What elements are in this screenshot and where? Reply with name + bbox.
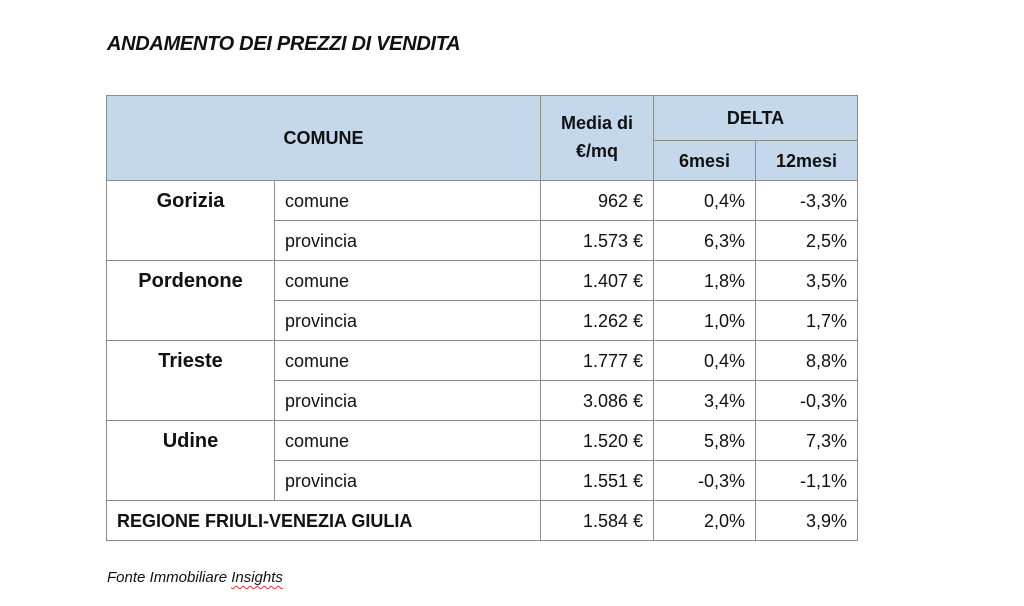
page-title: ANDAMENTO DEI PREZZI DI VENDITA	[107, 33, 461, 55]
source-note	[107, 569, 283, 586]
total-delta-12-value: 3,9%	[756, 501, 858, 541]
price-value: 1.262 €	[541, 301, 654, 341]
delta-12-value: 8,8%	[756, 341, 858, 381]
delta-6-value: 1,8%	[654, 261, 756, 301]
table-row	[107, 421, 858, 461]
header-delta: DELTA	[654, 96, 858, 141]
region-name: Trieste	[107, 341, 275, 421]
table-header-row	[107, 96, 858, 141]
delta-6-value: 0,4%	[654, 181, 756, 221]
delta-12-value: 3,5%	[756, 261, 858, 301]
area-type: provincia	[275, 221, 541, 261]
header-6-mesi: 6mesi	[654, 141, 756, 181]
price-value: 1.573 €	[541, 221, 654, 261]
price-value: 962 €	[541, 181, 654, 221]
total-label: REGIONE FRIULI-VENEZIA GIULIA	[107, 501, 541, 541]
delta-12-value: -3,3%	[756, 181, 858, 221]
price-table	[106, 95, 858, 541]
delta-6-value: 1,0%	[654, 301, 756, 341]
area-type: provincia	[275, 461, 541, 501]
total-price-value: 1.584 €	[541, 501, 654, 541]
source-prefix: Fonte Immobiliare	[107, 569, 232, 586]
total-delta-6-value: 2,0%	[654, 501, 756, 541]
region-name: Udine	[107, 421, 275, 501]
area-type: provincia	[275, 301, 541, 341]
price-value: 3.086 €	[541, 381, 654, 421]
delta-6-value: 3,4%	[654, 381, 756, 421]
delta-12-value: -0,3%	[756, 381, 858, 421]
header-12-mesi: 12mesi	[756, 141, 858, 181]
table-row	[107, 341, 858, 381]
delta-12-value: 2,5%	[756, 221, 858, 261]
area-type: comune	[275, 341, 541, 381]
price-value: 1.777 €	[541, 341, 654, 381]
area-type: comune	[275, 181, 541, 221]
source-flagged-word: Insights	[231, 569, 283, 586]
delta-12-value: 7,3%	[756, 421, 858, 461]
region-name: Gorizia	[107, 181, 275, 261]
area-type: comune	[275, 421, 541, 461]
price-value: 1.551 €	[541, 461, 654, 501]
delta-6-value: 5,8%	[654, 421, 756, 461]
delta-12-value: 1,7%	[756, 301, 858, 341]
price-value: 1.407 €	[541, 261, 654, 301]
delta-6-value: 6,3%	[654, 221, 756, 261]
header-media-prezzo: Media di €/mq	[541, 96, 654, 181]
delta-12-value: -1,1%	[756, 461, 858, 501]
delta-6-value: -0,3%	[654, 461, 756, 501]
delta-6-value: 0,4%	[654, 341, 756, 381]
header-comune: COMUNE	[107, 96, 541, 181]
region-name: Pordenone	[107, 261, 275, 341]
price-value: 1.520 €	[541, 421, 654, 461]
table-row	[107, 181, 858, 221]
area-type: comune	[275, 261, 541, 301]
area-type: provincia	[275, 381, 541, 421]
table-row	[107, 261, 858, 301]
table-total-row	[107, 501, 858, 541]
